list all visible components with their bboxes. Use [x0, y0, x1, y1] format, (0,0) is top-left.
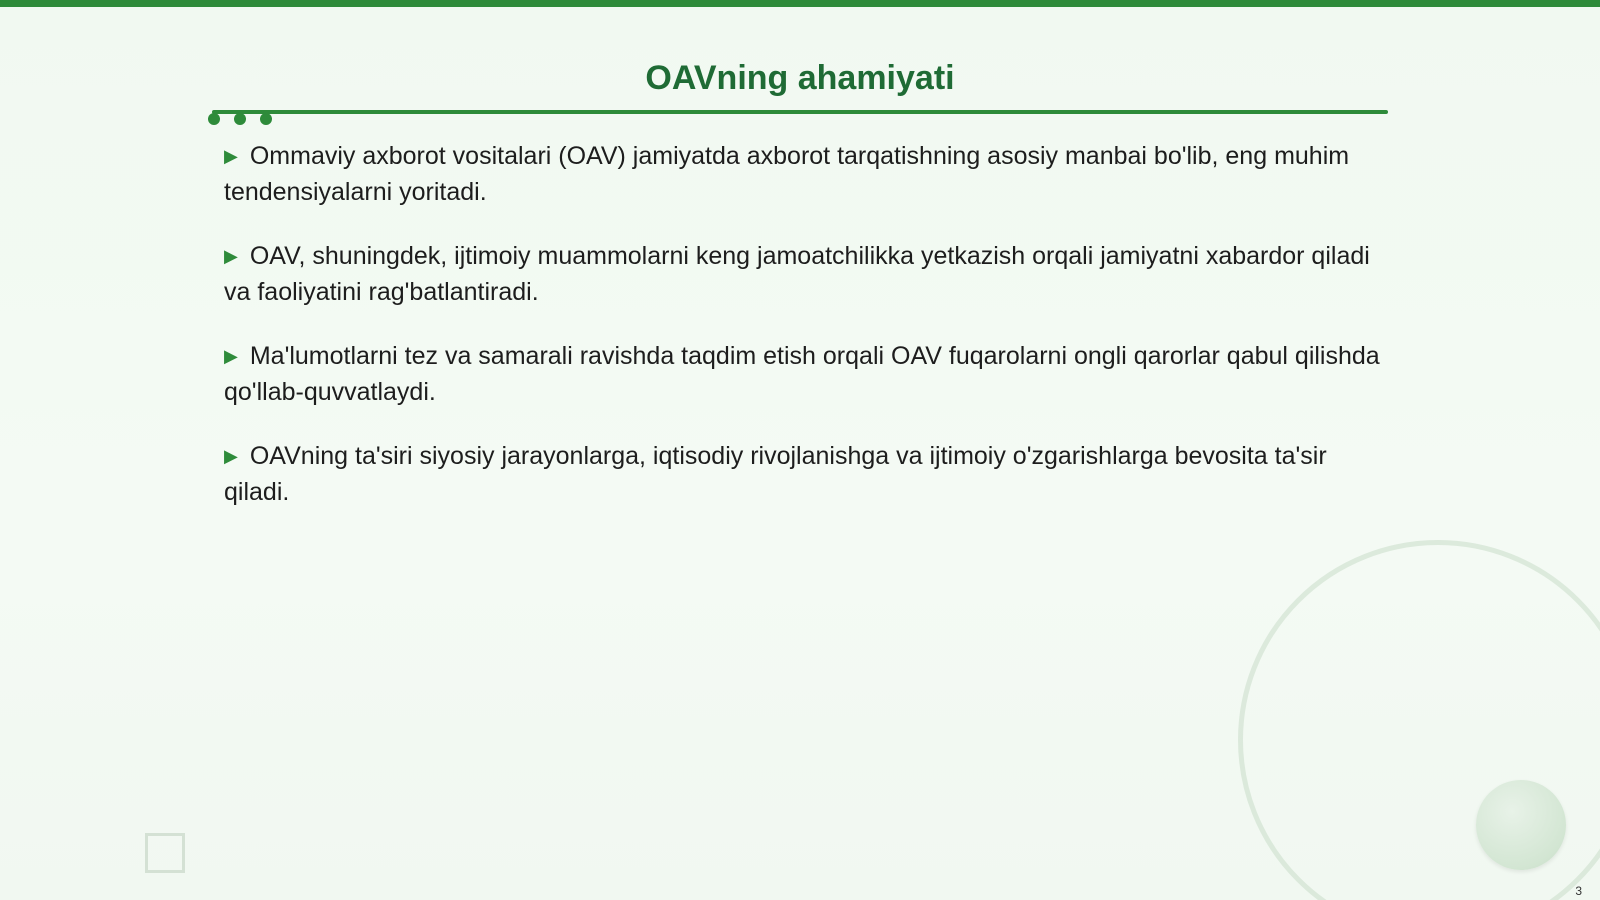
- bullet-item: [224, 438, 1384, 510]
- triangle-bullet-icon: ▶: [224, 146, 238, 166]
- bullet-item: [224, 338, 1384, 410]
- top-accent-bar: [0, 0, 1600, 7]
- decorative-circle: [1476, 780, 1566, 870]
- bullet-text: Ommaviy axborot vositalari (OAV) jamiyatda axborot tarqatishning asosiy manbai bo'lib, eng muhim tendensiyalarni yoritadi.: [224, 142, 1350, 206]
- bullet-item: [224, 138, 1384, 210]
- bullet-item: [224, 238, 1384, 310]
- underline-dot: [234, 113, 246, 125]
- page-number: 3: [1575, 884, 1582, 898]
- triangle-bullet-icon: ▶: [224, 346, 238, 366]
- underline-dot: [260, 113, 272, 125]
- bullet-list: [224, 138, 1384, 538]
- decorative-square: [145, 833, 185, 873]
- bullet-text: Ma'lumotlarni tez va samarali ravishda taqdim etish orqali OAV fuqarolarni ongli qarorlar qabul qilishda qo'llab-quvvatlaydi.: [224, 342, 1380, 406]
- triangle-bullet-icon: ▶: [224, 246, 238, 266]
- bullet-text: OAV, shuningdek, ijtimoiy muammolarni keng jamoatchilikka yetkazish orqali jamiyatni xabardor qiladi va faoliyatini rag'batlantiradi.: [224, 242, 1370, 306]
- triangle-bullet-icon: ▶: [224, 446, 238, 466]
- slide-title: OAVning ahamiyati: [645, 59, 955, 97]
- bullet-text: OAVning ta'siri siyosiy jarayonlarga, iqtisodiy rivojlanishga va ijtimoiy o'zgarishlarga bevosita ta'sir qiladi.: [224, 442, 1327, 506]
- title-underline: [212, 110, 1388, 114]
- underline-dot: [208, 113, 220, 125]
